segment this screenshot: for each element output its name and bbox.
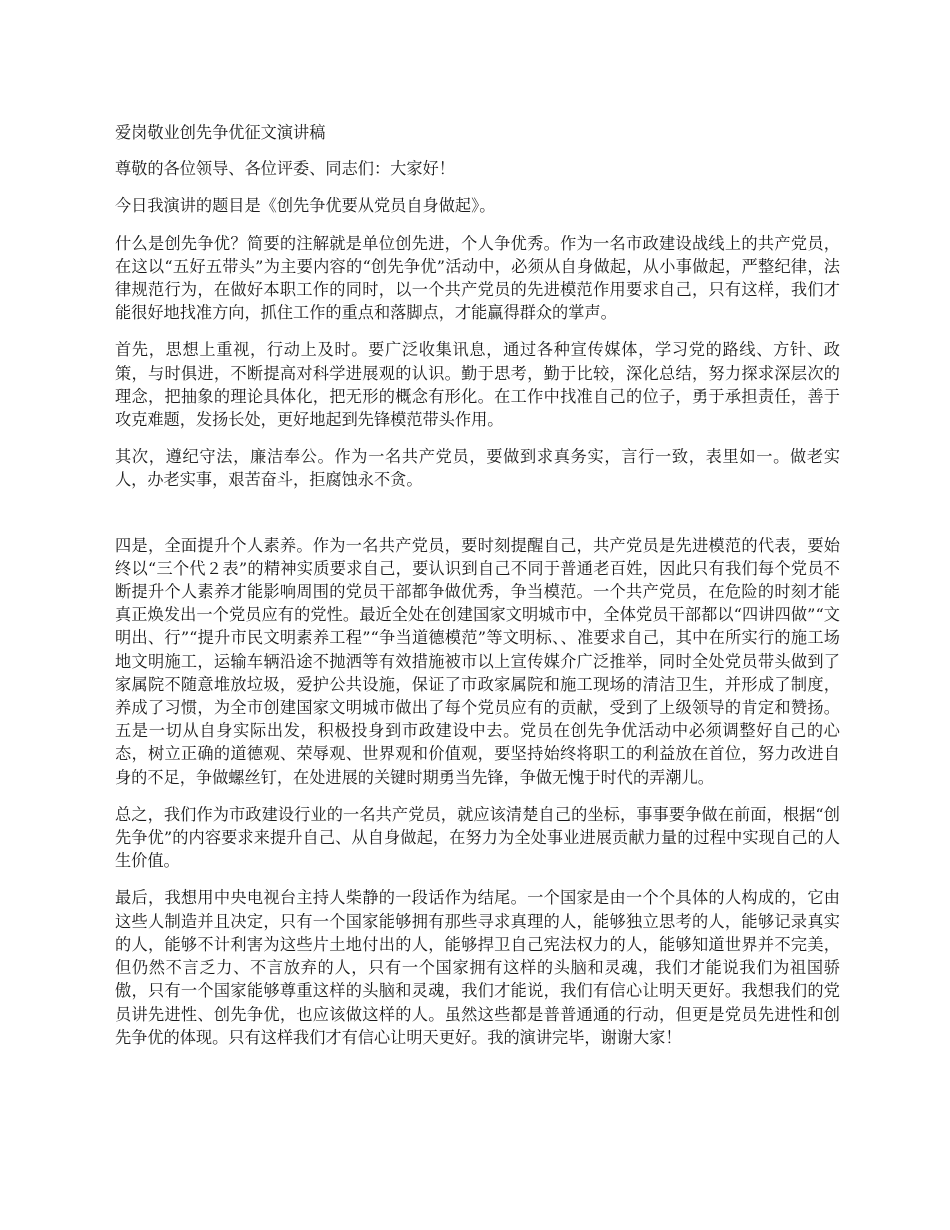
first-point-paragraph: 首先，思想上重视，行动上及时。要广泛收集讯息，通过各种宣传媒体，学习党的路线、方针、政策，与时俱进，不断提高对科学进展观的认识。勤于思考，勤于比较，深化总结，努力探求深层次的理念，把抽象的理论具体化，把无形的概念有形化。在工作中找准自己的位子，勇于承担责任，善于攻克难题，发扬长处，更好地起到先锋模范带头作用。 <box>115 340 840 430</box>
document-title: 爱岗敬业创先争优征文演讲稿 <box>115 123 326 142</box>
greeting-paragraph: 尊敬的各位领导、各位评委、同志们：大家好！ <box>115 159 455 179</box>
definition-paragraph: 什么是创先争优？简要的注解就是单位创先进，个人争优秀。作为一名市政建设战线上的共产党员，在这以“五好五带头”为主要内容的“创先争优”活动中，必须从自身做起，从小事做起，严整纪律，法律规范行为，在做好本职工作的同时，以一个共产党员的先进模范作用要求自己，只有这样，我们才能很好地找准方向，抓住工作的重点和落脚点，才能赢得群众的掌声。 <box>115 233 840 323</box>
fourth-fifth-point-paragraph: 四是，全面提升个人素养。作为一名共产党员，要时刻提醒自己，共产党员是先进模范的代表，要始终以“三个代２表”的精神实质要求自己，要认识到自己不同于普通老百姓，因此只有我们每个党员不断提升个人素养才能影响周围的党员干部都争做优秀，争当模范。一个共产党员，在危险的时刻才能真正焕发出一个党员应有的党性。最近全处在创建国家文明城市中，全体党员干部都以“四讲四做”“文明出、行”“提升市民文明素养工程”“争当道德模范”等文明标、、准要求自己，其中在所实行的施工场地文明施工，运输车辆沿途不抛洒等有效措施被市以上宣传媒介广泛推举，同时全处党员带头做到了家属院不随意堆放垃圾，爱护公共设施，保证了市政家属院和施工现场的清洁卫生，并形成了制度，养成了习惯，为全市创建国家文明城市做出了每个党员应有的贡献，受到了上级领导的肯定和赞扬。五是一切从自身实际出发，积极投身到市政建设中去。党员在创先争优活动中必须调整好自己的心态，树立正确的道德观、荣辱观、世界观和价值观，要坚持始终将职工的利益放在首位，努力改进自身的不足，争做螺丝钉，在处进展的关键时期勇当先锋，争做无愧于时代的弄潮儿。 <box>115 535 840 787</box>
summary-paragraph: 总之，我们作为市政建设行业的一名共产党员，就应该清楚自己的坐标，事事要争做在前面，根据“创先争优”的内容要求来提升自己、从自身做起，在努力为全处事业进展贡献力量的过程中实现自己的人生价值。 <box>115 804 840 871</box>
document-body <box>115 121 840 1063</box>
topic-paragraph: 今日我演讲的题目是《创先争优要从党员自身做起》。 <box>115 196 496 216</box>
closing-paragraph: 最后，我想用中央电视台主持人柴静的一段话作为结尾。一个国家是由一个个具体的人构成的，它由这些人制造并且决定，只有一个国家能够拥有那些寻求真理的人，能够独立思考的人，能够记录真实的人，能够不计利害为这些片土地付出的人，能够捍卫自己宪法权力的人，能够知道世界并不完美，但仍然不言乏力、不言放弃的人，只有一个国家拥有这样的头脑和灵魂，我们才能说我们为祖国骄傲，只有一个国家能够尊重这样的头脑和灵魂，我们才能说，我们有信心让明天更好。我想我们的党员讲先进性、创先争优，也应该做这样的人。虽然这些都是普普通通的行动，但更是党员先进性和创先争优的体现。只有这样我们才有信心让明天更好。我的演讲完毕，谢谢大家！ <box>115 888 840 1047</box>
second-point-paragraph: 其次，遵纪守法，廉洁奉公。作为一名共产党员，要做到求真务实，言行一致，表里如一。做老实人，办老实事，艰苦奋斗，拒腐蚀永不贪。 <box>115 447 840 490</box>
